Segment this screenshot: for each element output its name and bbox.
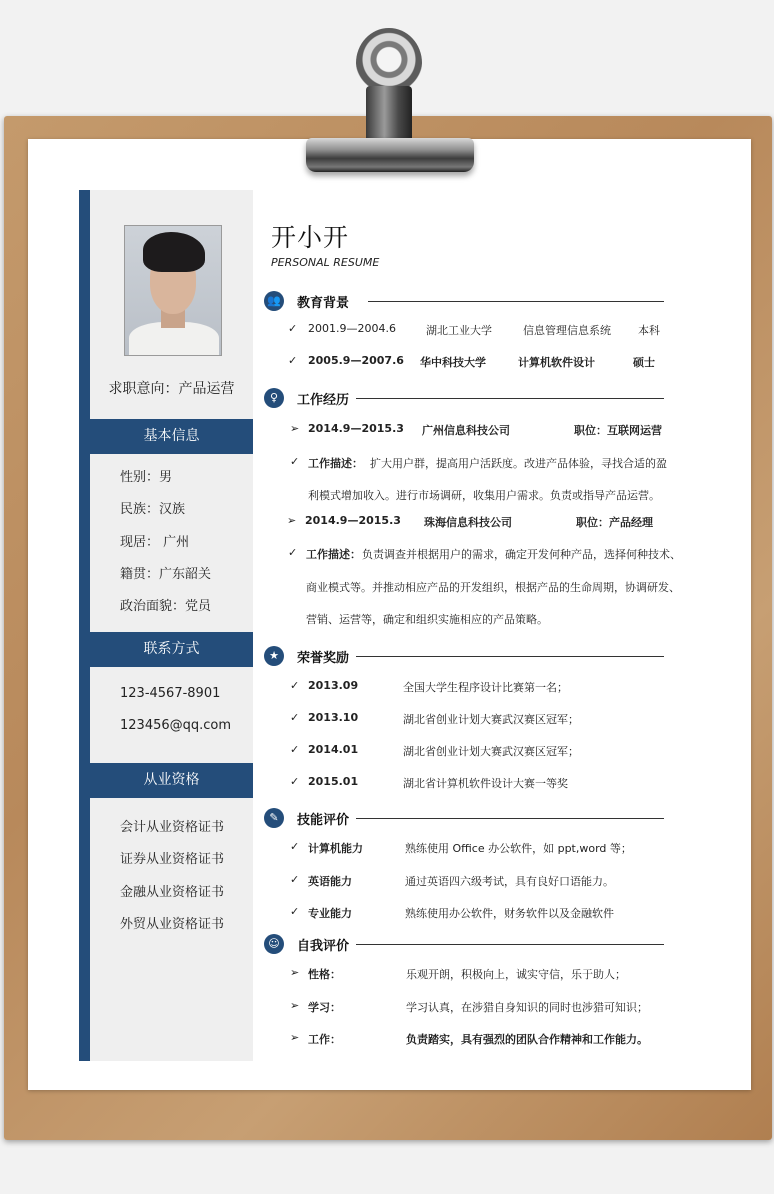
edu-major: 计算机软件设计 <box>518 356 595 369</box>
job-description-text: 利模式增加收入。进行市场调研，收集用户需求。负责或指导产品运营。 <box>308 489 660 502</box>
check-icon: ✓ <box>290 711 300 724</box>
self-eval-text: 学习认真，在涉猎自身知识的同时也涉猎可知识； <box>406 1001 648 1014</box>
qualifications-list <box>120 818 224 947</box>
job-description-label: 工作描述： <box>306 548 361 561</box>
self-eval-label: 性格： <box>308 968 341 981</box>
contact-header: 联系方式 <box>90 632 253 667</box>
arrow-icon: ➢ <box>287 514 297 527</box>
job-objective: 求职意向：产品运营 <box>108 381 235 397</box>
basic-info-item: 性别：男 <box>120 470 173 485</box>
section-divider <box>368 301 664 302</box>
self-eval-label: 工作： <box>308 1033 341 1046</box>
qualifications-header: 从业资格 <box>90 763 253 798</box>
resume-subtitle: PERSONAL RESUME <box>271 256 380 269</box>
self-eval-section-header <box>264 933 664 955</box>
qualification-item: 金融从业资格证书 <box>120 884 225 900</box>
medal-icon: ★ <box>264 646 284 666</box>
qualification-item: 证券从业资格证书 <box>120 852 225 868</box>
section-divider <box>356 398 664 399</box>
job-position: 职位：互联网运营 <box>574 424 662 437</box>
people-icon: 👥 <box>264 291 284 311</box>
check-icon: ✓ <box>288 354 298 367</box>
job-company: 珠海信息科技公司 <box>424 516 512 529</box>
check-icon: ✓ <box>290 455 300 468</box>
check-icon: ✓ <box>290 840 300 853</box>
job-description-text: 营销、运营等，确定和组织实施相应的产品策略。 <box>306 613 548 626</box>
edu-school: 湖北工业大学 <box>426 324 492 337</box>
skill-label: 计算机能力 <box>308 842 363 855</box>
honor-text: 湖北省创业计划大赛武汉赛区冠军； <box>403 745 579 758</box>
arrow-icon: ➢ <box>290 999 300 1012</box>
work-section-header <box>264 387 664 409</box>
edu-degree: 本科 <box>638 324 660 337</box>
profile-photo <box>124 225 222 356</box>
self-eval-label: 学习： <box>308 1001 341 1014</box>
honor-date: 2015.01 <box>308 775 359 788</box>
arrow-icon: ➢ <box>290 1031 300 1044</box>
email-address: 123456@qq.com <box>120 718 232 734</box>
contact-list <box>120 684 231 749</box>
section-title: 荣誉奖励 <box>297 651 350 666</box>
job-description-text: 扩大用户群，提高用户活跃度。改进产品体验，寻找合适的盈 <box>370 457 667 470</box>
section-title: 自我评价 <box>297 939 350 954</box>
section-title: 教育背景 <box>297 296 350 311</box>
qualification-item: 会计从业资格证书 <box>120 820 225 835</box>
arrow-icon: ➢ <box>290 422 300 435</box>
check-icon: ✓ <box>290 905 300 918</box>
honor-text: 全国大学生程序设计比赛第一名； <box>403 681 568 694</box>
check-icon: ✓ <box>290 679 300 692</box>
check-icon: ✓ <box>290 775 300 788</box>
honors-section-header <box>264 645 664 667</box>
pen-icon: ✎ <box>264 808 284 828</box>
self-eval-text: 乐观开朗，积极向上，诚实守信，乐于助人； <box>406 968 626 981</box>
job-description-text: 负责调查并根据用户的需求，确定开发何种产品，选择何种技术、 <box>362 548 681 561</box>
phone-number: 123-4567-8901 <box>120 686 221 701</box>
honor-date: 2013.09 <box>308 679 359 692</box>
section-divider <box>356 656 664 657</box>
basic-info-header: 基本信息 <box>90 419 253 454</box>
candidate-name: 开小开 <box>271 223 350 252</box>
honor-date: 2013.10 <box>308 711 359 724</box>
check-icon: ✓ <box>288 546 298 559</box>
job-company: 广州信息科技公司 <box>422 424 510 437</box>
skill-label: 专业能力 <box>308 907 352 920</box>
section-divider <box>356 944 664 945</box>
basic-info-item: 籍贯：广东韶关 <box>120 566 212 582</box>
basic-info-item: 现居： 广州 <box>120 534 190 550</box>
sidebar-accent-bar <box>79 190 90 1061</box>
job-description-text: 商业模式等。并推动相应产品的开发组织，根据产品的生命周期，协调研发、 <box>306 581 680 594</box>
section-title: 工作经历 <box>297 393 350 408</box>
job-period: 2014.9—2015.3 <box>308 422 404 435</box>
honor-date: 2014.01 <box>308 743 359 756</box>
section-title: 技能评价 <box>297 813 350 828</box>
skill-label: 英语能力 <box>308 875 352 888</box>
basic-info-list <box>120 468 211 629</box>
job-description-label: 工作描述： <box>308 457 363 470</box>
edu-major: 信息管理信息系统 <box>523 324 611 337</box>
check-icon: ✓ <box>290 743 300 756</box>
honor-text: 湖北省创业计划大赛武汉赛区冠军； <box>403 713 579 726</box>
job-period: 2014.9—2015.3 <box>305 514 401 527</box>
qualification-item: 外贸从业资格证书 <box>120 916 225 932</box>
honor-text: 湖北省计算机软件设计大赛一等奖 <box>403 777 568 790</box>
arrow-icon: ➢ <box>290 966 300 979</box>
skill-text: 通过英语四六级考试，具有良好口语能力。 <box>405 875 614 888</box>
job-position: 职位：产品经理 <box>576 516 653 529</box>
user-icon: ☺ <box>264 934 284 954</box>
education-section-header <box>264 290 664 312</box>
check-icon: ✓ <box>290 873 300 886</box>
basic-info-item: 民族：汉族 <box>120 502 186 518</box>
skill-text: 熟练使用办公软件，财务软件以及金融软件 <box>405 907 614 920</box>
binder-clip <box>306 138 474 172</box>
edu-period: 2001.9—2004.6 <box>308 322 396 335</box>
self-eval-text: 负责踏实，具有强烈的团队合作精神和工作能力。 <box>406 1033 648 1046</box>
section-divider <box>356 818 664 819</box>
skills-section-header <box>264 807 664 829</box>
edu-school: 华中科技大学 <box>420 356 486 369</box>
edu-period: 2005.9—2007.6 <box>308 354 404 367</box>
person-icon: ♀ <box>264 388 284 408</box>
skill-text: 熟练使用 Office 办公软件，如 ppt,word 等； <box>405 842 632 855</box>
edu-degree: 硕士 <box>633 356 655 369</box>
basic-info-item: 政治面貌：党员 <box>120 599 212 615</box>
check-icon: ✓ <box>288 322 298 335</box>
